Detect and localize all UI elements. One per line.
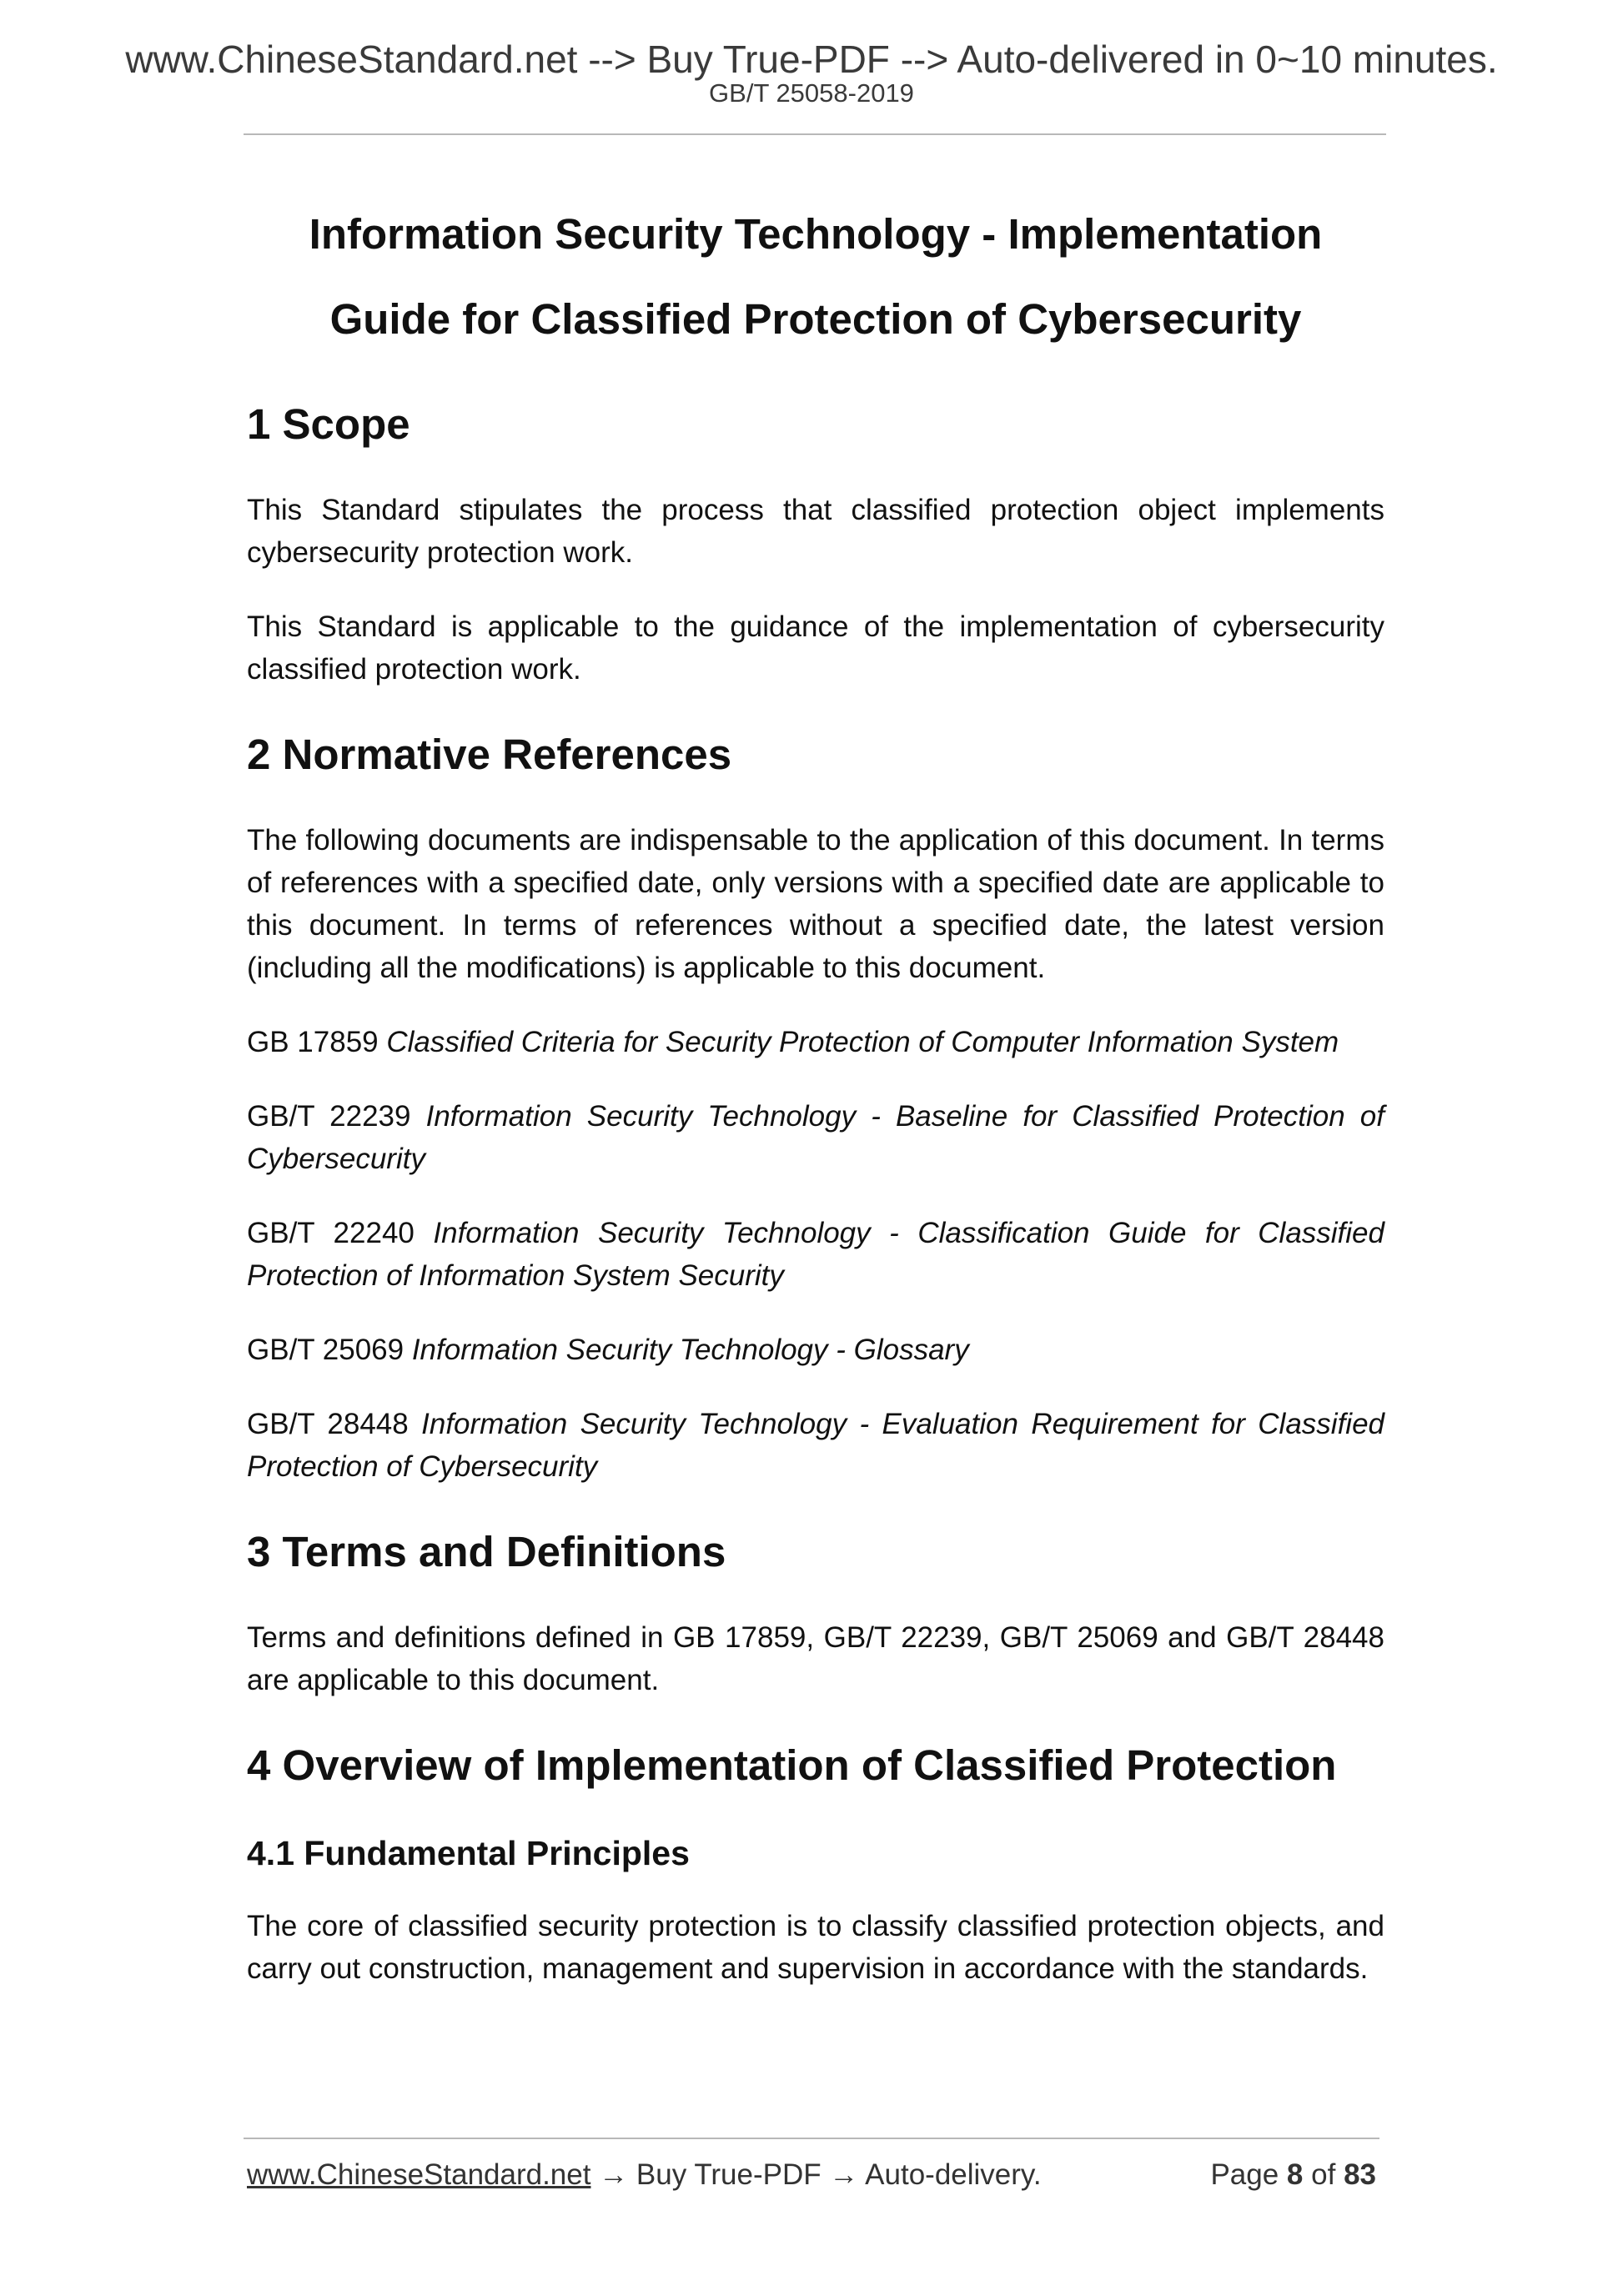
reference-code: GB/T 22239 <box>247 1100 411 1133</box>
section-heading-normative-references: 2 Normative References <box>247 731 732 778</box>
reference-code: GB/T 22240 <box>247 1217 415 1249</box>
reference-item <box>247 1021 1384 1063</box>
reference-code: GB 17859 <box>247 1026 379 1058</box>
header-divider <box>244 133 1386 135</box>
reference-item <box>247 1329 1384 1371</box>
reference-title: Classified Criteria for Security Protection of Computer Information System <box>386 1026 1339 1058</box>
title-line-2: Guide for Classified Protection of Cybersecurity <box>329 295 1302 343</box>
section-heading-terms: 3 Terms and Definitions <box>247 1528 726 1575</box>
reference-title: Information Security Technology - Classification Guide for Classified Protection of Information System Security <box>247 1217 1384 1292</box>
reference-title: Information Security Technology - Baseline for Classified Protection of Cybersecurity <box>247 1100 1384 1175</box>
page-total: 83 <box>1344 2158 1376 2191</box>
reference-item <box>247 1095 1384 1180</box>
footer-divider <box>244 2138 1379 2139</box>
page-indicator <box>1210 2158 1376 2192</box>
footer-promo <box>247 2158 1042 2192</box>
references-intro: The following documents are indispensable to the application of this document. In terms of references with a specified date, only versions with a specified date are applicable to this document. In terms of references without a specified date, the latest version (including all the modifications) is applicable to this document. <box>247 824 1384 984</box>
footer-site-link[interactable]: www.ChineseStandard.net <box>247 2158 591 2191</box>
page-label: Page <box>1210 2158 1279 2191</box>
reference-item <box>247 1403 1384 1488</box>
scope-paragraph-1: This Standard stipulates the process that classified protection object implements cybersecurity protection work. <box>247 494 1384 569</box>
document-number: GB/T 25058-2019 <box>709 78 914 108</box>
page-body <box>247 192 1384 2022</box>
scope-paragraph-2: This Standard is applicable to the guidance of the implementation of cybersecurity classified protection work. <box>247 610 1384 686</box>
page-of-label: of <box>1311 2158 1336 2191</box>
footer-promo-text: → Buy True-PDF → Auto-delivery. <box>590 2158 1042 2191</box>
section-heading-overview: 4 Overview of Implementation of Classified Protection <box>247 1741 1337 1789</box>
reference-code: GB/T 25069 <box>247 1334 404 1366</box>
reference-item <box>247 1212 1384 1297</box>
terms-paragraph: Terms and definitions defined in GB 17859, GB/T 22239, GB/T 25069 and GB/T 28448 are applicable to this document. <box>247 1621 1384 1696</box>
reference-title: Information Security Technology - Evaluation Requirement for Classified Protection of Cybersecurity <box>247 1408 1385 1483</box>
title-line-1: Information Security Technology - Implementation <box>309 210 1323 258</box>
site-banner: www.ChineseStandard.net --> Buy True-PDF --> Auto-delivered in 0~10 minutes. <box>125 38 1498 81</box>
subsection-heading-principles: 4.1 Fundamental Principles <box>247 1834 690 1872</box>
principles-paragraph: The core of classified security protection is to classify classified protection objects, and carry out construction, management and supervision in accordance with the standards. <box>247 1910 1384 1985</box>
reference-code: GB/T 28448 <box>247 1408 409 1440</box>
document-title <box>247 192 1384 362</box>
page-current: 8 <box>1286 2158 1304 2191</box>
section-heading-scope: 1 Scope <box>247 400 410 448</box>
reference-title: Information Security Technology - Glossary <box>411 1334 969 1366</box>
